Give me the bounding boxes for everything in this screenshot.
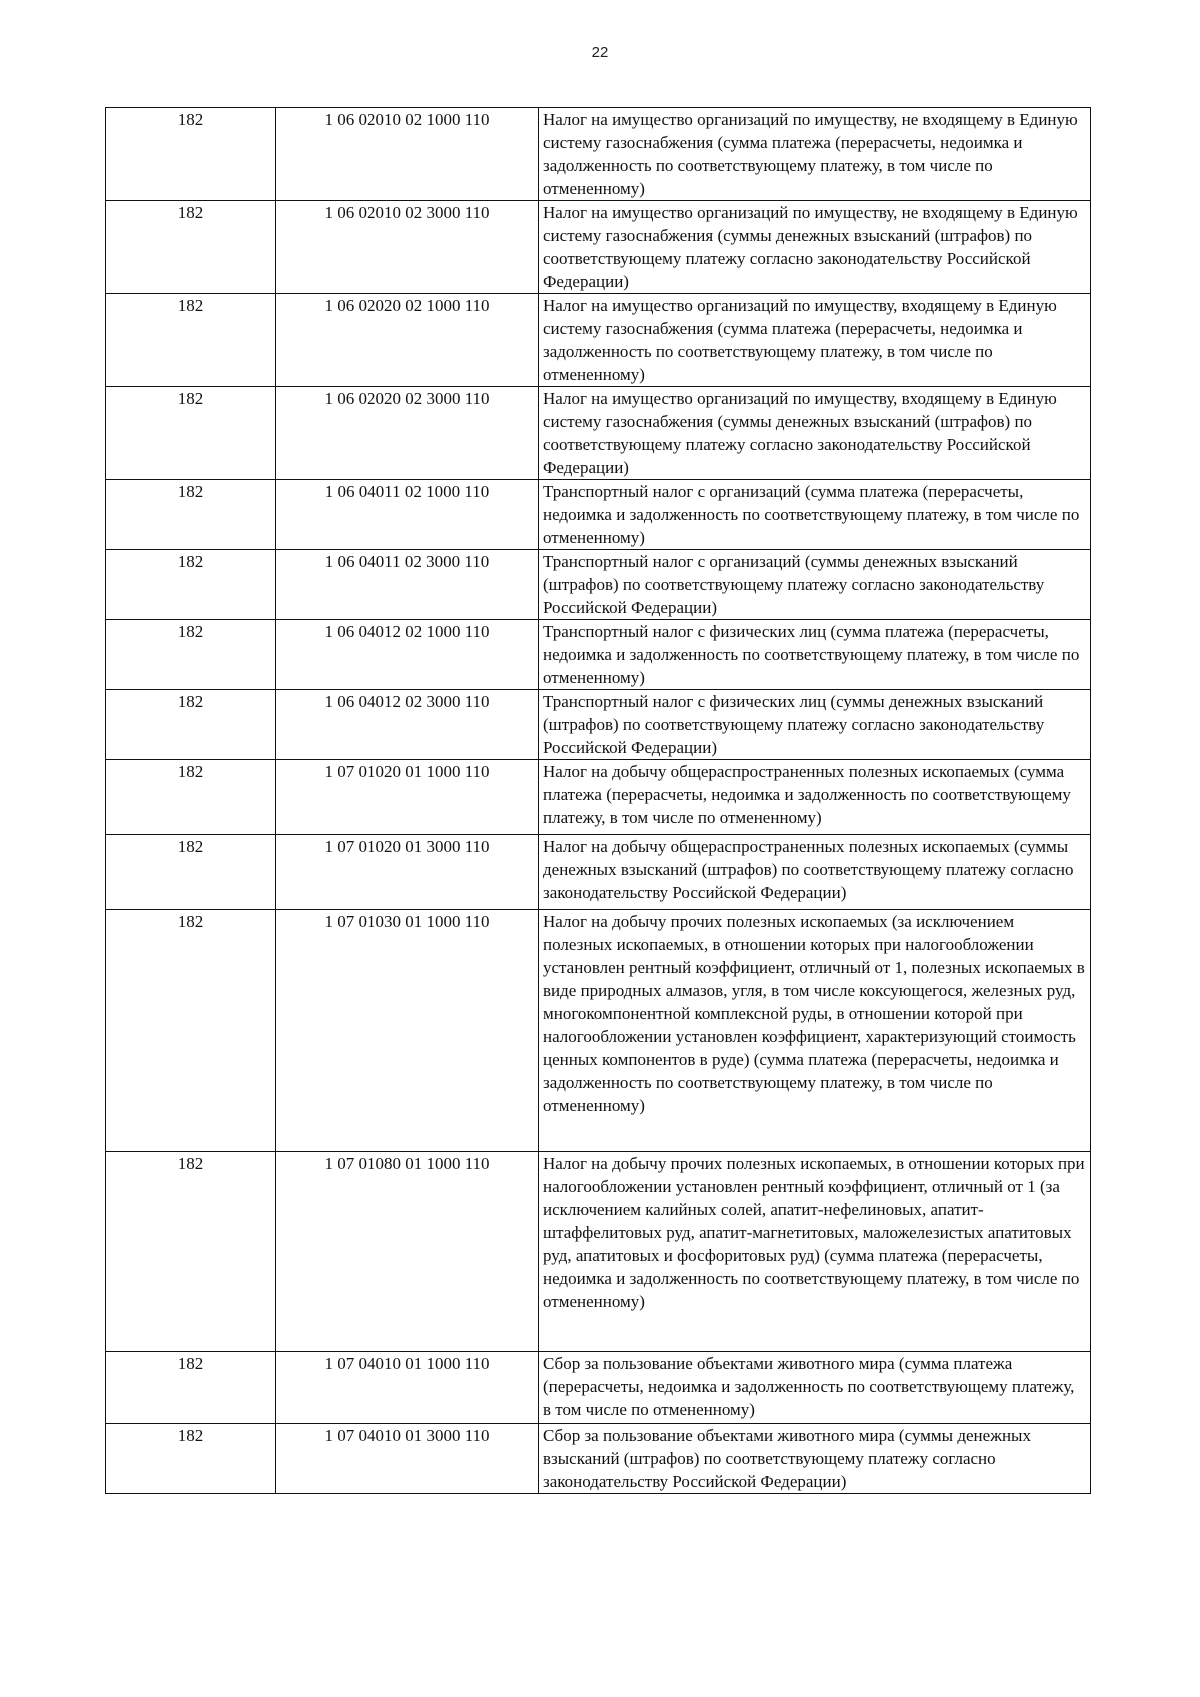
- revenue-description-cell: Транспортный налог с организаций (сумма платежа (перерасчеты, недоимка и задолженность по соответствующему платежу, в том числе по отмененному): [539, 480, 1091, 550]
- admin-code-cell: 182: [106, 620, 276, 690]
- revenue-description-cell: Налог на имущество организаций по имуществу, не входящему в Единую систему газоснабжения (сумма платежа (перерасчеты, недоимка и задолженность по соответствующему платежу, в том числе по отмененному): [539, 108, 1091, 201]
- budget-classification-code-cell: 1 07 01080 01 1000 110: [276, 1152, 539, 1352]
- revenue-description-cell: Налог на имущество организаций по имуществу, не входящему в Единую систему газоснабжения (суммы денежных взысканий (штрафов) по соответствующему платежу согласно законодательству Российской Федерации): [539, 201, 1091, 294]
- revenue-description-cell: Налог на имущество организаций по имуществу, входящему в Единую систему газоснабжения (суммы денежных взысканий (штрафов) по соответствующему платежу согласно законодательству Российской Федерации): [539, 387, 1091, 480]
- revenue-description-cell: Транспортный налог с физических лиц (суммы денежных взысканий (штрафов) по соответствующему платежу согласно законодательству Российской Федерации): [539, 690, 1091, 760]
- table-row: [106, 910, 1091, 1152]
- admin-code-cell: 182: [106, 690, 276, 760]
- admin-code-cell: 182: [106, 910, 276, 1152]
- budget-classification-code-cell: 1 07 01020 01 3000 110: [276, 835, 539, 910]
- page-number: 22: [591, 44, 609, 61]
- table-row: [106, 1352, 1091, 1424]
- revenue-description-cell: Налог на добычу прочих полезных ископаемых, в отношении которых при налогообложении установлен рентный коэффициент, отличный от 1 (за исключением калийных солей, апатит-нефелиновых, апатит-штаффелитовых руд, апатит-магнетитовых, маложелезистых апатитовых руд, апатитовых и фосфоритовых руд) (сумма платежа (перерасчеты, недоимка и задолженность по соответствующему платежу, в том числе по отмененному): [539, 1152, 1091, 1352]
- admin-code-cell: 182: [106, 1152, 276, 1352]
- admin-code-cell: 182: [106, 760, 276, 835]
- revenue-description-cell: Налог на имущество организаций по имуществу, входящему в Единую систему газоснабжения (сумма платежа (перерасчеты, недоимка и задолженность по соответствующему платежу, в том числе по отмененному): [539, 294, 1091, 387]
- table-row: [106, 108, 1091, 201]
- table-row: [106, 690, 1091, 760]
- table-row: [106, 835, 1091, 910]
- admin-code-cell: 182: [106, 550, 276, 620]
- admin-code-cell: 182: [106, 1424, 276, 1494]
- table-row: [106, 294, 1091, 387]
- budget-classification-code-cell: 1 06 04012 02 3000 110: [276, 690, 539, 760]
- budget-classification-code-cell: 1 06 02020 02 1000 110: [276, 294, 539, 387]
- revenue-description-cell: Сбор за пользование объектами животного мира (сумма платежа (перерасчеты, недоимка и задолженность по соответствующему платежу, в том числе по отмененному): [539, 1352, 1091, 1424]
- budget-classification-code-cell: 1 07 01020 01 1000 110: [276, 760, 539, 835]
- admin-code-cell: 182: [106, 201, 276, 294]
- revenue-description-cell: Налог на добычу общераспространенных полезных ископаемых (сумма платежа (перерасчеты, недоимка и задолженность по соответствующему платежу, в том числе по отмененному): [539, 760, 1091, 835]
- revenue-description-cell: Сбор за пользование объектами животного мира (суммы денежных взысканий (штрафов) по соответствующему платежу согласно законодательству Российской Федерации): [539, 1424, 1091, 1494]
- table-row: [106, 201, 1091, 294]
- budget-classification-code-cell: 1 07 04010 01 3000 110: [276, 1424, 539, 1494]
- admin-code-cell: 182: [106, 387, 276, 480]
- budget-classification-code-cell: 1 06 02010 02 3000 110: [276, 201, 539, 294]
- table-body: [106, 108, 1091, 1494]
- admin-code-cell: 182: [106, 1352, 276, 1424]
- budget-classification-code-cell: 1 06 04011 02 3000 110: [276, 550, 539, 620]
- table-row: [106, 1152, 1091, 1352]
- revenue-description-cell: Налог на добычу прочих полезных ископаемых (за исключением полезных ископаемых, в отношении которых при налогообложении установлен рентный коэффициент, отличный от 1, полезных ископаемых в виде природных алмазов, угля, в том числе коксующегося, железных руд, многокомпонентной комплексной руды, в отношении которой при налогообложении установлен коэффициент, характеризующий стоимость ценных компонентов в руде) (сумма платежа (перерасчеты, недоимка и задолженность по соответствующему платежу, в том числе по отмененному): [539, 910, 1091, 1152]
- budget-classification-code-cell: 1 06 04011 02 1000 110: [276, 480, 539, 550]
- admin-code-cell: 182: [106, 480, 276, 550]
- budget-classification-code-cell: 1 07 04010 01 1000 110: [276, 1352, 539, 1424]
- revenue-description-cell: Налог на добычу общераспространенных полезных ископаемых (суммы денежных взысканий (штрафов) по соответствующему платежу согласно законодательству Российской Федерации): [539, 835, 1091, 910]
- table-row: [106, 550, 1091, 620]
- budget-classification-code-cell: 1 06 02010 02 1000 110: [276, 108, 539, 201]
- budget-classification-code-cell: 1 07 01030 01 1000 110: [276, 910, 539, 1152]
- admin-code-cell: 182: [106, 108, 276, 201]
- admin-code-cell: 182: [106, 294, 276, 387]
- budget-classification-code-cell: 1 06 04012 02 1000 110: [276, 620, 539, 690]
- table-row: [106, 480, 1091, 550]
- table-row: [106, 620, 1091, 690]
- admin-code-cell: 182: [106, 835, 276, 910]
- table-row: [106, 387, 1091, 480]
- budget-codes-table: [105, 107, 1091, 1494]
- table-row: [106, 1424, 1091, 1494]
- table-row: [106, 760, 1091, 835]
- budget-classification-code-cell: 1 06 02020 02 3000 110: [276, 387, 539, 480]
- revenue-description-cell: Транспортный налог с организаций (суммы денежных взысканий (штрафов) по соответствующему платежу согласно законодательству Российской Федерации): [539, 550, 1091, 620]
- revenue-description-cell: Транспортный налог с физических лиц (сумма платежа (перерасчеты, недоимка и задолженность по соответствующему платежу, в том числе по отмененному): [539, 620, 1091, 690]
